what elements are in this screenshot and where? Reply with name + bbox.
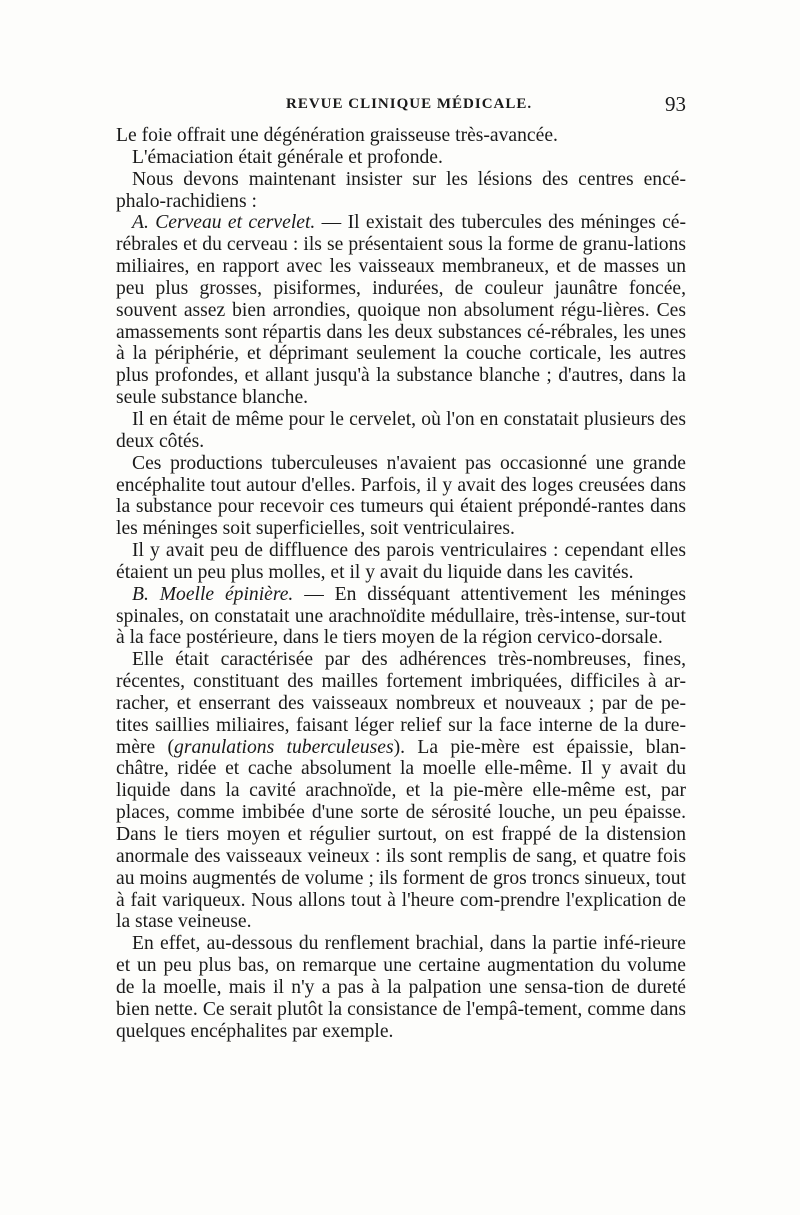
section-heading: A. Cerveau et cervelet. — [132, 212, 316, 234]
paragraph-text: ). La pie-mère est épaissie, blan-châtre, ridée et cache absolument la moelle elle-même. Il y avait du liquide dans la cavité arachnoïde, et la pie-mère elle-même est, par places, comme imbibée d'une sorte de sérosité louche, un peu épaisse. Dans le tiers moyen et régulier surtout, on est frappé de la distension anormale des vaisseaux veineux : ils sont remplis de sang, et quatre fois au moins augmentés de volume ; ils forment de gros troncs sinueux, tout à fait variqueux. Nous allons tout à l'heure com-prendre l'explication de la stase veineuse. — [116, 736, 686, 933]
paragraph-7 — [116, 540, 686, 584]
body-text — [116, 125, 686, 1042]
paragraph-6 — [116, 453, 686, 540]
paragraph-9 — [116, 649, 686, 933]
running-head — [116, 92, 686, 122]
paragraph-5 — [116, 409, 686, 453]
paragraph-text: — Il existait des tubercules des méninges cé-rébrales et du cerveau : ils se présentaient sous la forme de granu-lations miliaires, en rapport avec les vaisseaux membraneux, et de masses un peu plus grosses, pisiformes, indurées, de couleur jaunâtre foncée, souvent assez bien arrondies, quoique non absolument régu-lières. Ces amassements sont répartis dans les deux substances cé-rébrales, les unes à la périphérie, et déprimant seulement la couche corticale, les autres plus profondes, et allant jusqu'à la substance blanche ; d'autres, dans la seule substance blanche. — [116, 212, 687, 409]
paragraph-text: Ces productions tuberculeuses n'avaient pas occasionné une grande encéphalite tout autour d'elles. Parfois, il y avait des loges creusées dans la substance pour recevoir ces tumeurs qui étaient prépondé-rantes dans les méninges soit superficielles, soit ventriculaires. — [116, 452, 686, 540]
paragraph-1 — [116, 125, 686, 147]
paragraph-10 — [116, 933, 686, 1042]
paragraph-text: Nous devons maintenant insister sur les lésions des centres encé-phalo-rachidiens : — [116, 168, 686, 212]
paragraph-text: Il y avait peu de diffluence des parois ventriculaires : cependant elles étaient un peu plus molles, et il y avait du liquide dans les cavités. — [116, 540, 686, 583]
paragraph-text: Le foie offrait une dégénération graisseuse très-avancée. — [116, 125, 558, 146]
running-title: REVUE CLINIQUE MÉDICALE. — [286, 96, 533, 112]
paragraph-text: Il en était de même pour le cervelet, où l'on en constatait plusieurs des deux côtés. — [116, 408, 686, 452]
paragraph-text: En effet, au-dessous du renflement brachial, dans la partie infé-rieure et un peu plus bas, on remarque une certaine augmentation du volume de la moelle, mais il n'y a pas à la palpation une sensa-tion de dureté bien nette. Ce serait plutôt la consistance de l'empâ-tement, comme dans quelques encéphalites par exemple. — [116, 933, 686, 1042]
page-number: 93 — [665, 92, 686, 116]
paragraph-2 — [116, 147, 686, 169]
paragraph-4 — [116, 212, 686, 409]
paragraph-3 — [116, 169, 686, 213]
paragraph-8 — [116, 584, 686, 650]
paragraph-text: Elle était caractérisée par des adhérences très-nombreuses, fines, récentes, constituant des mailles fortement imbriquées, difficiles à ar-racher, et enserrant des vaisseaux nombreux et nouveaux ; par de pe-tites saillies miliaires, faisant léger relief sur la face interne de la dure-mère ( — [116, 649, 686, 758]
italic-term: granulations tuberculeuses — [174, 736, 394, 758]
paragraph-text: L'émaciation était générale et profonde. — [132, 146, 443, 168]
section-heading: B. Moelle épinière. — [132, 583, 294, 605]
paragraph-text: — En disséquant attentivement les méninges spinales, on constatait une arachnoïdite médullaire, très-intense, sur-tout à la face postérieure, dans le tiers moyen de la région cervico-dorsale. — [116, 583, 687, 649]
